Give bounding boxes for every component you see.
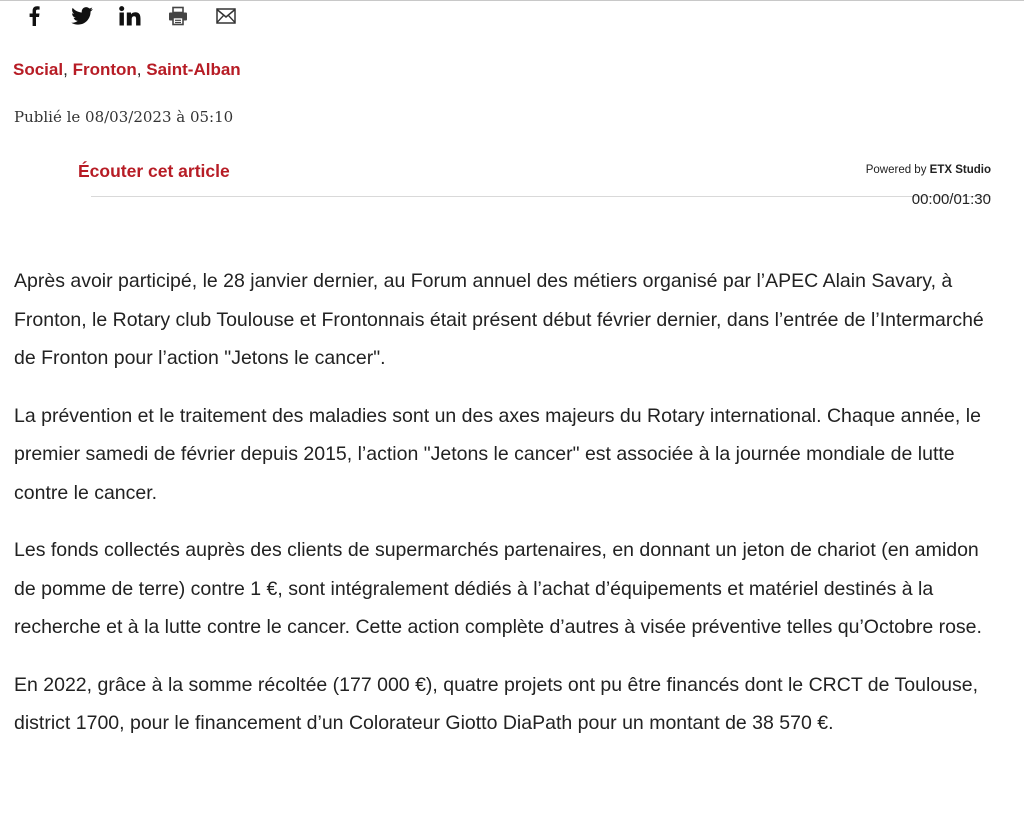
facebook-icon — [28, 6, 40, 26]
facebook-share-button[interactable] — [22, 4, 46, 28]
article-paragraph: En 2022, grâce à la somme récoltée (177 000 €), quatre projets ont pu être financés dont le CRCT de Toulouse, district 1700, pour le financement d’un Colorateur Giotto DiaPath pour un montant de 38 570 €. — [14, 673, 979, 734]
email-icon — [216, 8, 236, 24]
tag-separator: , — [136, 60, 142, 79]
twitter-share-button[interactable] — [70, 4, 94, 28]
print-icon — [168, 6, 188, 26]
tag-separator: , — [63, 60, 68, 79]
audio-time: 00:00/01:30 — [911, 191, 991, 208]
twitter-icon — [71, 7, 93, 25]
tag-list — [13, 60, 241, 80]
print-button[interactable] — [166, 4, 190, 28]
linkedin-share-button[interactable] — [118, 4, 142, 28]
powered-by-prefix: Powered by — [865, 164, 927, 176]
linkedin-icon — [119, 6, 141, 26]
powered-by-brand: ETX Studio — [929, 164, 991, 176]
top-divider — [0, 0, 1024, 1]
tag-link[interactable]: Social — [13, 60, 64, 79]
listen-article-button[interactable]: Écouter cet article — [78, 161, 230, 181]
share-bar — [22, 4, 262, 28]
powered-by — [866, 164, 991, 176]
article-paragraph: Après avoir participé, le 28 janvier dernier, au Forum annuel des métiers organisé par l’APEC Alain Savary, à Fronton, le Rotary club Toulouse et Frontonnais était présent début février dernier, dans l’entrée de l’Intermarché de Fronton pour l’action "Jetons le cancer". — [14, 270, 984, 369]
tag-link[interactable]: Fronton — [72, 60, 137, 79]
article-body — [14, 262, 994, 762]
email-share-button[interactable] — [214, 4, 238, 28]
audio-progress-bar[interactable] — [91, 196, 991, 197]
article-paragraph: La prévention et le traitement des maladies sont un des axes majeurs du Rotary international. Chaque année, le premier samedi de février depuis 2015, l’action "Jetons le cancer" est associée à la journée mondiale de lutte contre le cancer. — [14, 404, 981, 504]
article-paragraph: Les fonds collectés auprès des clients de supermarchés partenaires, en donnant un jeton de chariot (en amidon de pomme de terre) contre 1 €, sont intégralement dédiés à l’achat d’équipements et matériel destinés à la recherche et à la lutte contre le cancer. Cette action complète d’autres à visée préventive telles qu’Octobre rose. — [14, 539, 982, 638]
publish-date: Publié le 08/03/2023 à 05:10 — [14, 108, 234, 126]
tag-link[interactable]: Saint-Alban — [146, 60, 241, 79]
